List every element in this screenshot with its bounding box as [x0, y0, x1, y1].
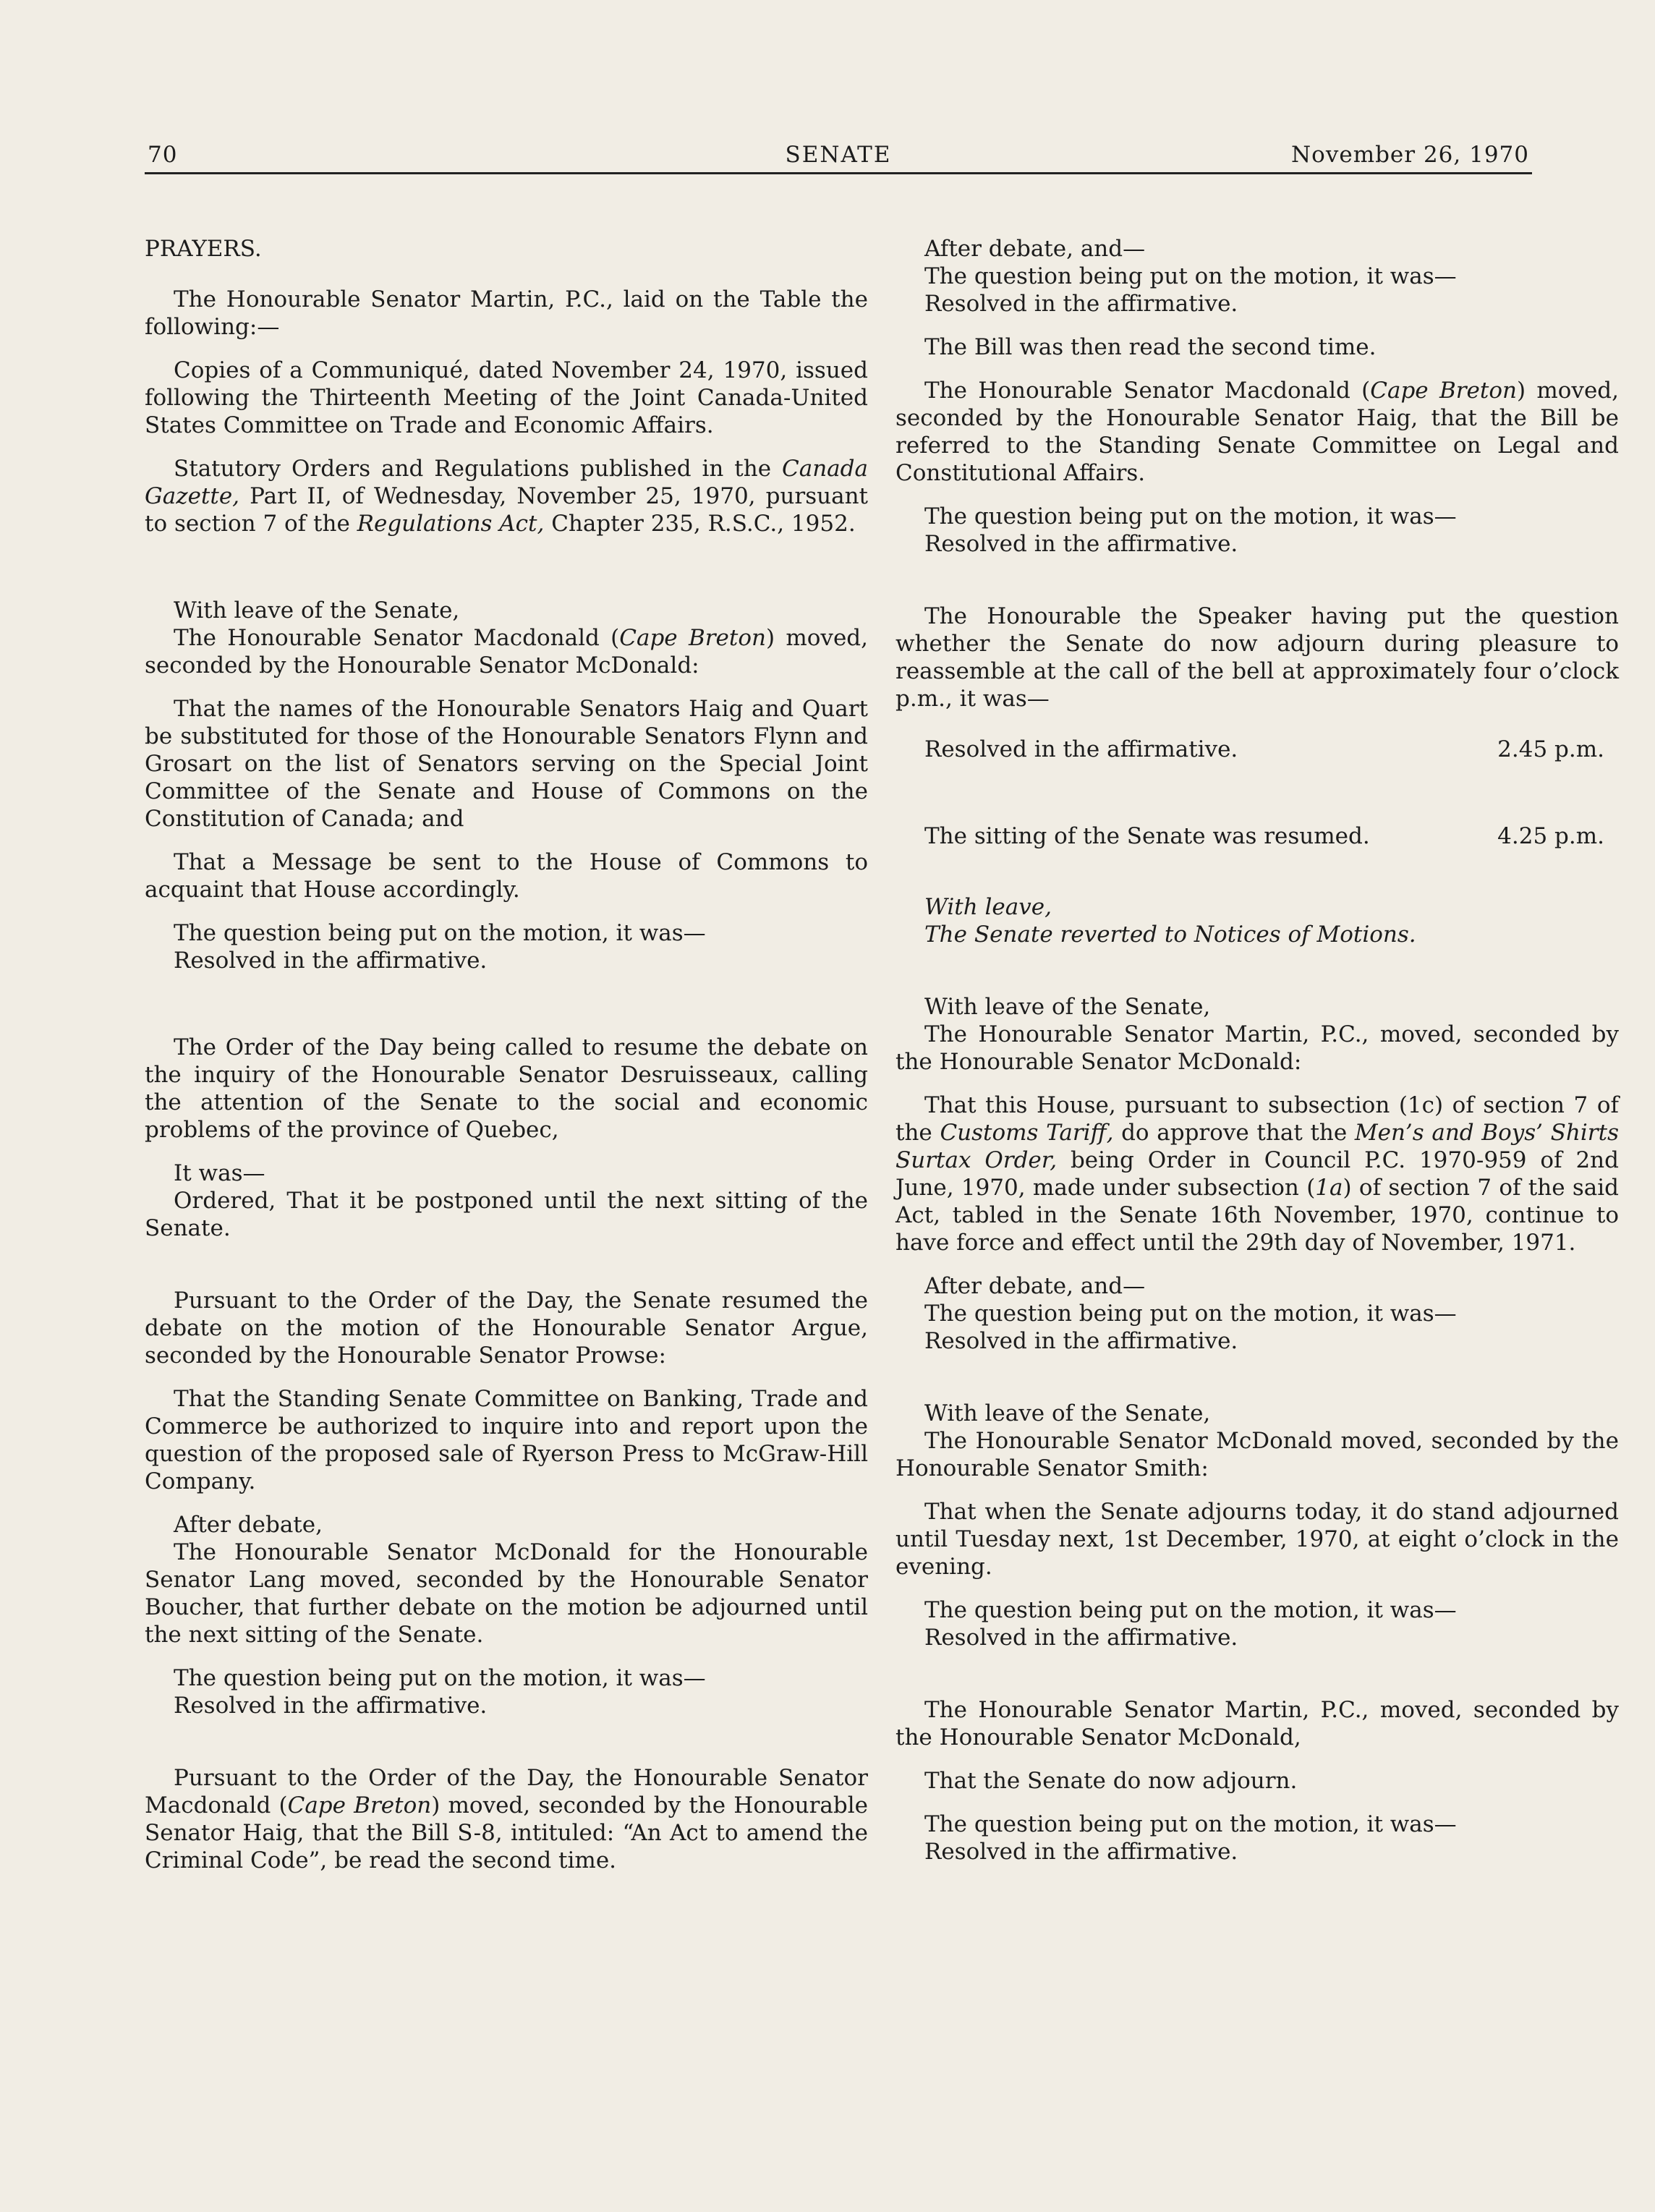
italic-run: Regulations Act, [357, 511, 545, 537]
time-label: 2.45 p.m. [1497, 736, 1604, 762]
banking-paragraph: That the Standing Senate Committee on Banking, Trade and Commerce be authorized to inquire into and report upon the question of the proposed sale of Ryerson Press to McGraw-Hill Company. [145, 1386, 868, 1494]
question-line: The question being put on the motion, it was— [924, 1597, 1457, 1623]
resolved-line: Resolved in the affirmative. [924, 531, 1238, 557]
resolved-line: Resolved in the affirmative. [174, 948, 488, 974]
with-leave-line [895, 893, 1619, 921]
resolved-line: Resolved in the affirmative. [924, 1328, 1238, 1354]
text-run: ) of section 7 of the said Act, tabled in the Senate 16th November, 1970, continue to have force and effect until the 29th day of November, 1971. [895, 1175, 1619, 1256]
message-paragraph: That a Message be sent to the House of Commons to acquaint that House accordingly. [145, 849, 868, 903]
resolved-time-row [895, 736, 1619, 763]
page-header [145, 139, 1532, 174]
italic-run: 1a [1315, 1175, 1343, 1201]
after-debate-line: After debate, and— [924, 1273, 1146, 1299]
bill-s8-paragraph [145, 1764, 868, 1874]
order-paragraph: The Order of the Day being called to resume the debate on the inquiry of the Honourable Senator Desruisseaux, calling the attention of the Senate to the social and economic problems of the province of Quebec, [145, 1034, 868, 1143]
communique-paragraph: Copies of a Communiqué, dated November 24, 1970, issued following the Thirteenth Meeting of the Joint Canada-United States Committee on Trade and Economic Affairs. [145, 357, 868, 438]
italic-run: Cape Breton [287, 1792, 432, 1818]
resolved-line: Resolved in the affirmative. [924, 1625, 1238, 1651]
italic-run: Cape Breton [1370, 378, 1517, 404]
adjourn-now-line: That the Senate do now adjourn. [924, 1768, 1298, 1794]
italic-run: The Senate reverted to Notices of Motions. [924, 922, 1416, 948]
text-run: ) moved, seconded by the Honourable Senator Haig, that the Bill S-8, intituled: “An Act to amend the Criminal Code”, be read the second time. [145, 1792, 868, 1873]
text-run: Statutory Orders and Regulations published in the [174, 456, 783, 482]
adjourns-paragraph: That when the Senate adjourns today, it do stand adjourned until Tuesday next, 1st December, 1970, at eight o’clock in the evening. [895, 1499, 1619, 1580]
page-title: SENATE [785, 142, 892, 168]
refer-paragraph [895, 377, 1619, 487]
macdonald-motion [145, 624, 868, 679]
question-line: The question being put on the motion, it was— [924, 503, 1457, 529]
right-column [895, 235, 1619, 1866]
left-column [145, 235, 868, 1874]
text-run: being Order in Council P.C. 1970-959 of 2nd June, 1970, made under subsection ( [895, 1147, 1619, 1201]
text-run: The Honourable Senator Macdonald ( [174, 625, 620, 651]
text-run: Chapter 235, R.S.C., 1952. [544, 511, 856, 537]
after-debate-line: After debate, and— [924, 236, 1146, 262]
bill-read-line: The Bill was then read the second time. [924, 334, 1377, 360]
question-line: The question being put on the motion, it was— [924, 1301, 1457, 1327]
after-debate-line: After debate, [174, 1512, 323, 1538]
pursuant-paragraph: Pursuant to the Order of the Day, the Senate resumed the debate on the motion of the Honourable Senator Argue, seconded by the Honourable Senator Prowse: [145, 1288, 868, 1369]
question-line: The question being put on the motion, it was— [924, 1811, 1457, 1837]
italic-run: Customs Tariff, [940, 1120, 1114, 1146]
resolved-label: Resolved in the affirmative. [924, 736, 1238, 762]
mcdonald-lang-paragraph: The Honourable Senator McDonald for the Honourable Senator Lang moved, seconded by the Honourable Senator Boucher, that further debate on the motion be adjourned until the next sitting of the Senate. [145, 1539, 868, 1648]
italic-run: Canada Gazette, [145, 456, 868, 509]
resumed-row [895, 822, 1619, 850]
text-run: ) moved, seconded by the Honourable Senator Haig, that the Bill be referred to the Standing Senate Committee on Legal and Constitutional Affairs. [895, 378, 1619, 486]
italic-run: With leave, [924, 894, 1052, 920]
ordered-paragraph: Ordered, That it be postponed until the next sitting of the Senate. [145, 1188, 868, 1241]
text-run: That this House, pursuant to subsection (1c) of section 7 of the [895, 1092, 1619, 1146]
it-was-line: It was— [174, 1160, 265, 1186]
martin-adjourn-motion: The Honourable Senator Martin, P.C., moved, seconded by the Honourable Senator McDonald, [895, 1697, 1619, 1751]
names-paragraph: That the names of the Honourable Senators Haig and Quart be substituted for those of the Honourable Senators Flynn and Grosart on the list of Senators serving on the Special Joint Committee of the Senate and House of Commons on the Constitution of Canada; and [145, 696, 868, 832]
question-line: The question being put on the motion, it was— [924, 263, 1457, 289]
leave-line: With leave of the Senate, [924, 1400, 1211, 1426]
prayers-heading: PRAYERS. [145, 236, 262, 262]
statutory-paragraph [145, 455, 868, 537]
page-number: 70 [148, 142, 178, 168]
question-line: The question being put on the motion, it was— [174, 1665, 706, 1691]
text-run: do approve that the [1113, 1120, 1355, 1146]
resolved-line: Resolved in the affirmative. [174, 1693, 488, 1719]
italic-run: Men’s and Boys’ Shirts Surtax Order, [895, 1120, 1619, 1173]
resolved-line: Resolved in the affirmative. [924, 1839, 1238, 1865]
italic-run: Cape Breton [619, 625, 766, 651]
tabled-intro: The Honourable Senator Martin, P.C., laid on the Table the following:— [145, 286, 868, 340]
text-run: Part II, of Wednesday, November 25, 1970, pursuant to section 7 of the [145, 483, 868, 537]
customs-paragraph [895, 1092, 1619, 1256]
speaker-paragraph: The Honourable the Speaker having put the question whether the Senate do now adjourn during pleasure to reassemble at the call of the bell at approximately four o’clock p.m., it was— [895, 603, 1619, 712]
time-label: 4.25 p.m. [1497, 823, 1604, 849]
text-run: ) moved, seconded by the Honourable Senator McDonald: [145, 625, 868, 679]
text-run: The Honourable Senator Macdonald ( [924, 378, 1371, 404]
martin-motion: The Honourable Senator Martin, P.C., moved, seconded by the Honourable Senator McDonald: [895, 1021, 1619, 1075]
text-run: Pursuant to the Order of the Day, the Honourable Senator Macdonald ( [145, 1765, 868, 1818]
page-date: November 26, 1970 [1291, 142, 1529, 168]
resumed-label: The sitting of the Senate was resumed. [924, 823, 1370, 849]
resolved-line: Resolved in the affirmative. [924, 291, 1238, 317]
question-line: The question being put on the motion, it was— [174, 920, 706, 946]
smith-motion: The Honourable Senator McDonald moved, seconded by the Honourable Senator Smith: [895, 1428, 1619, 1481]
leave-line: With leave of the Senate, [924, 994, 1211, 1020]
leave-line: With leave of the Senate, [174, 597, 460, 624]
reverted-line [895, 921, 1619, 948]
